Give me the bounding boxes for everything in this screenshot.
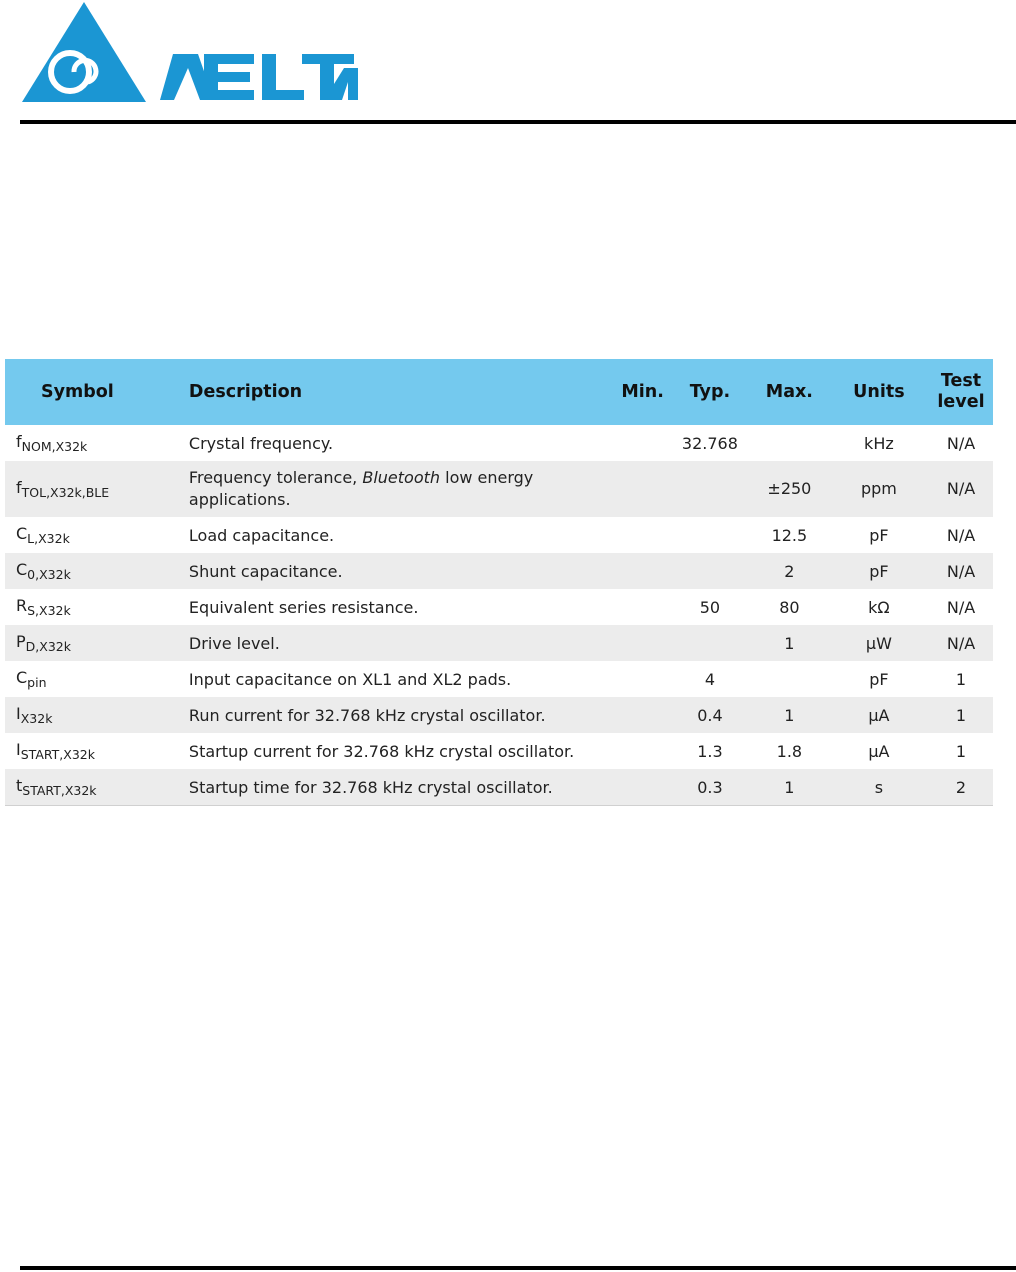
- test-level-cell: N/A: [946, 597, 976, 617]
- table-row: [5, 697, 993, 733]
- min-cell: [581, 461, 670, 517]
- units-cell: μA: [829, 697, 929, 733]
- symbol-cell: $f_{TOL,X32k,BLE}$: [5, 461, 183, 517]
- description-cell: Input capacitance on XL1 and XL2 pads.: [188, 669, 512, 689]
- table-header-row: [5, 359, 993, 425]
- test-level-cell: 1: [955, 669, 967, 689]
- units-cell: pF: [869, 525, 889, 545]
- min-cell: [581, 517, 670, 553]
- table-row: [5, 589, 993, 625]
- units-cell: ppm: [829, 461, 929, 517]
- header-test-level: [929, 359, 993, 425]
- description-cell: Startup time for 32.768 kHz crystal oscillator.: [183, 769, 581, 806]
- table-row: [5, 517, 993, 553]
- min-cell: [581, 769, 670, 806]
- description-cell: Equivalent series resistance.: [188, 597, 419, 617]
- max-cell: 1: [750, 697, 829, 733]
- table-row: [5, 461, 993, 517]
- min-cell: [581, 733, 670, 769]
- test-level-cell: 1: [929, 697, 993, 733]
- description-cell: Frequency tolerance, Bluetooth low energy applications.: [183, 461, 581, 517]
- units-cell: s: [829, 769, 929, 806]
- symbol-cell: $P_{D,X32k}$: [5, 625, 183, 661]
- min-cell: [581, 425, 670, 461]
- typ-cell: 32.768: [681, 433, 738, 453]
- description-cell: Shunt capacitance.: [183, 553, 581, 589]
- test-level-cell: 2: [929, 769, 993, 806]
- max-cell: 1: [750, 625, 829, 661]
- header-rule: [20, 120, 1016, 124]
- header-test-level-label: Test level: [937, 371, 985, 412]
- crystal-spec-table: [5, 359, 993, 806]
- max-cell: 2: [750, 553, 829, 589]
- typ-cell: 50: [699, 597, 721, 617]
- table-row: [5, 733, 993, 769]
- max-cell: 1: [750, 769, 829, 806]
- units-cell: μA: [868, 741, 890, 761]
- symbol-cell: $I_{X32k}$: [5, 697, 183, 733]
- test-level-cell: 1: [955, 741, 967, 761]
- symbol-cell: $C_{L,X32k}$: [16, 524, 70, 546]
- table-row: [5, 625, 993, 661]
- typ-cell: [670, 625, 750, 661]
- units-cell: μW: [829, 625, 929, 661]
- units-cell: kHz: [864, 433, 894, 453]
- min-cell: [581, 661, 670, 697]
- table-row: [5, 661, 993, 697]
- units-cell: kΩ: [868, 597, 890, 617]
- delta-logo: [18, 2, 358, 104]
- typ-cell: [670, 461, 750, 517]
- typ-cell: 1.3: [697, 741, 723, 761]
- symbol-cell: $f_{NOM,X32k}$: [16, 432, 88, 454]
- header-typ: Typ.: [670, 359, 750, 425]
- header-description: Description: [183, 359, 581, 425]
- typ-cell: [670, 553, 750, 589]
- table-row: [5, 425, 993, 461]
- min-cell: [581, 625, 670, 661]
- test-level-cell: N/A: [929, 553, 993, 589]
- test-level-cell: N/A: [929, 461, 993, 517]
- description-cell: Crystal frequency.: [188, 433, 334, 453]
- table-row: [5, 553, 993, 589]
- footer-rule: [20, 1266, 1016, 1270]
- description-cell: Startup current for 32.768 kHz crystal oscillator.: [188, 741, 575, 761]
- max-cell: 12.5: [771, 525, 808, 545]
- header-symbol: Symbol: [5, 359, 183, 425]
- symbol-cell: $I_{START,X32k}$: [16, 740, 95, 762]
- typ-cell: 0.4: [670, 697, 750, 733]
- max-cell: [750, 661, 829, 697]
- typ-cell: 0.3: [670, 769, 750, 806]
- symbol-cell: $t_{START,X32k}$: [5, 769, 183, 806]
- max-cell: ±250: [750, 461, 829, 517]
- description-cell: Run current for 32.768 kHz crystal oscillator.: [183, 697, 581, 733]
- max-cell: 80: [779, 597, 800, 617]
- table-row: [5, 769, 993, 806]
- min-cell: [581, 589, 670, 625]
- min-cell: [581, 553, 670, 589]
- description-cell: Drive level.: [183, 625, 581, 661]
- test-level-cell: N/A: [929, 625, 993, 661]
- test-level-cell: N/A: [946, 525, 976, 545]
- header-max: Max.: [750, 359, 829, 425]
- typ-cell: [670, 517, 750, 553]
- max-cell: 1.8: [776, 741, 803, 761]
- test-level-cell: N/A: [946, 433, 976, 453]
- header-min: Min.: [581, 359, 670, 425]
- max-cell: [750, 425, 829, 461]
- units-cell: pF: [829, 553, 929, 589]
- typ-cell: 4: [704, 669, 716, 689]
- symbol-cell: $R_{S,X32k}$: [16, 596, 71, 618]
- header-units: Units: [829, 359, 929, 425]
- units-cell: pF: [869, 669, 889, 689]
- description-cell: Load capacitance.: [188, 525, 335, 545]
- symbol-cell: $C_{0,X32k}$: [5, 553, 183, 589]
- symbol-cell: $C_{pin}$: [16, 668, 47, 690]
- min-cell: [581, 697, 670, 733]
